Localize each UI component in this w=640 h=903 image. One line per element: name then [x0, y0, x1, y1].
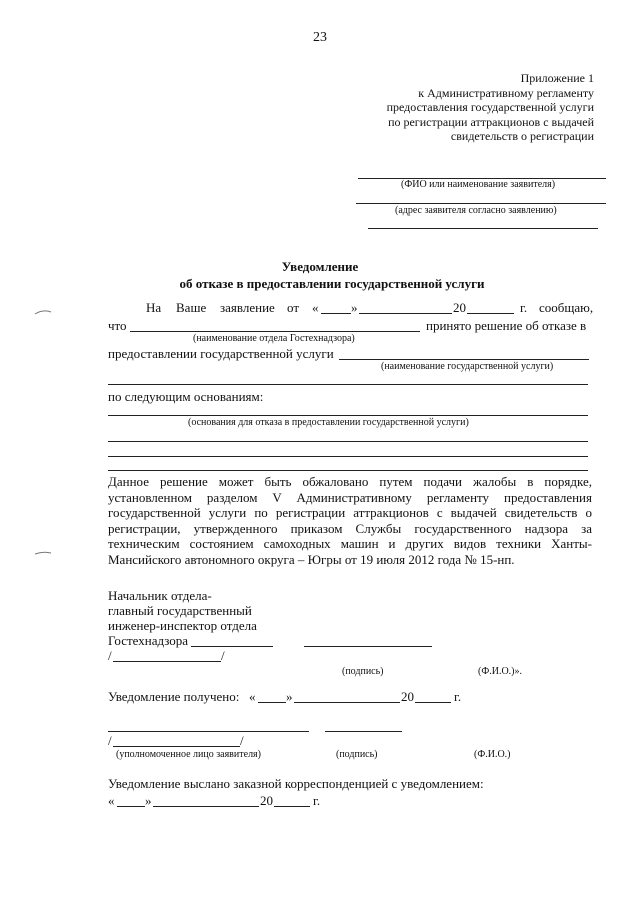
service-caption: (наименование государственной услуги)	[381, 361, 554, 372]
scan-mark	[34, 309, 52, 315]
applicant-address-line-2	[368, 228, 598, 229]
quote-close: »	[145, 793, 152, 808]
slash-open: /	[108, 733, 112, 748]
fio-blank	[113, 661, 221, 662]
quote-open: «	[312, 300, 319, 315]
received-label: Уведомление получено:	[108, 689, 240, 704]
grounds-blank	[108, 415, 588, 416]
applicant-address-caption: (адрес заявителя согласно заявлению)	[395, 205, 557, 216]
appendix-line: по регистрации аттракционов с выдачей	[388, 114, 594, 129]
position-blank	[191, 646, 273, 647]
received-month-blank	[294, 702, 400, 703]
position-line: Начальник отдела-	[108, 588, 212, 603]
service-blank	[339, 359, 589, 360]
slash-close: /	[240, 733, 244, 748]
year-suffix: г.	[454, 689, 462, 704]
scan-mark	[34, 550, 52, 556]
appeal-paragraph: Данное решение может быть обжаловано путем подачи жалобы в порядке, установленном разделом V Административному регламенту предоставления государственной услуги по регистрации аттракционов с выдачей свидетельств о регистрации, утвержденного приказом Службы государственного надзора за техническим состоянием самоходных машин и других видов техники Ханты-Мансийского автономного округа – Югры от 19 июля 2012 года № 15-нп.	[108, 474, 592, 567]
slash-open: /	[108, 648, 112, 663]
rep-blank	[108, 731, 309, 732]
word: от	[287, 300, 300, 315]
service-blank-2	[108, 384, 588, 385]
rep-fio-caption: (Ф.И.О.)	[474, 749, 511, 760]
decision-text: принято решение об отказе в	[426, 318, 587, 333]
position-line: инженер-инспектор отдела	[108, 618, 257, 633]
appendix-line: свидетельств о регистрации	[450, 129, 594, 143]
grounds-caption: (основания для отказа в предоставлении государственной услуги)	[188, 417, 469, 428]
appendix-line: предоставления государственной услуги	[386, 100, 594, 114]
word-chto: что	[108, 318, 127, 333]
quote-close: »	[286, 689, 293, 704]
page-number: 23	[313, 30, 327, 45]
rep-caption: (уполномоченное лицо заявителя)	[116, 749, 261, 760]
department-caption: (наименование отдела Гостехнадзора)	[193, 333, 355, 344]
grounds-label: по следующим основаниям:	[108, 389, 264, 404]
rep-sign-blank	[325, 731, 402, 732]
year-suffix: г.	[520, 300, 528, 315]
applicant-address-line	[356, 203, 606, 204]
year-prefix: 20	[401, 689, 414, 704]
quote-open: «	[108, 793, 115, 808]
quote-close: »	[351, 300, 358, 315]
document-title: Уведомление	[281, 259, 359, 274]
rep-fio-blank	[113, 746, 240, 747]
sent-day-blank	[117, 806, 145, 807]
word: На	[146, 300, 162, 315]
year-prefix: 20	[260, 793, 273, 808]
appendix-line: Приложение 1	[520, 71, 594, 85]
document-subtitle: об отказе в предоставлении государственной услуги	[179, 276, 485, 291]
received-day-blank	[258, 702, 286, 703]
service-label: предоставлении государственной услуги	[108, 346, 334, 361]
position-line: Гостехнадзора	[108, 633, 189, 648]
appendix-line: к Административному регламенту	[418, 85, 594, 100]
grounds-blank-3	[108, 456, 588, 457]
fio-caption: (Ф.И.О.)».	[478, 666, 523, 677]
sent-label: Уведомление выслано заказной корреспонденцией с уведомлением:	[108, 776, 484, 791]
signature-caption: (подпись)	[342, 666, 384, 677]
rep-sign-caption: (подпись)	[336, 749, 378, 760]
position-line: главный государственный	[108, 603, 252, 618]
grounds-blank-2	[108, 441, 588, 442]
quote-open: «	[249, 689, 256, 704]
word: сообщаю,	[539, 300, 594, 315]
year-prefix: 20	[453, 300, 466, 315]
year-blank	[467, 313, 514, 314]
month-blank	[359, 313, 452, 314]
received-year-blank	[415, 702, 451, 703]
word: заявление	[220, 300, 275, 315]
appendix-header	[387, 71, 594, 144]
sent-month-blank	[153, 806, 259, 807]
grounds-blank-4	[108, 470, 588, 471]
applicant-name-caption: (ФИО или наименование заявителя)	[401, 179, 556, 190]
department-blank	[130, 331, 420, 332]
word: Ваше	[176, 300, 207, 315]
year-suffix: г.	[313, 793, 321, 808]
sent-year-blank	[274, 806, 310, 807]
day-blank	[321, 313, 351, 314]
signature-blank	[304, 646, 432, 647]
slash-close: /	[221, 648, 225, 663]
